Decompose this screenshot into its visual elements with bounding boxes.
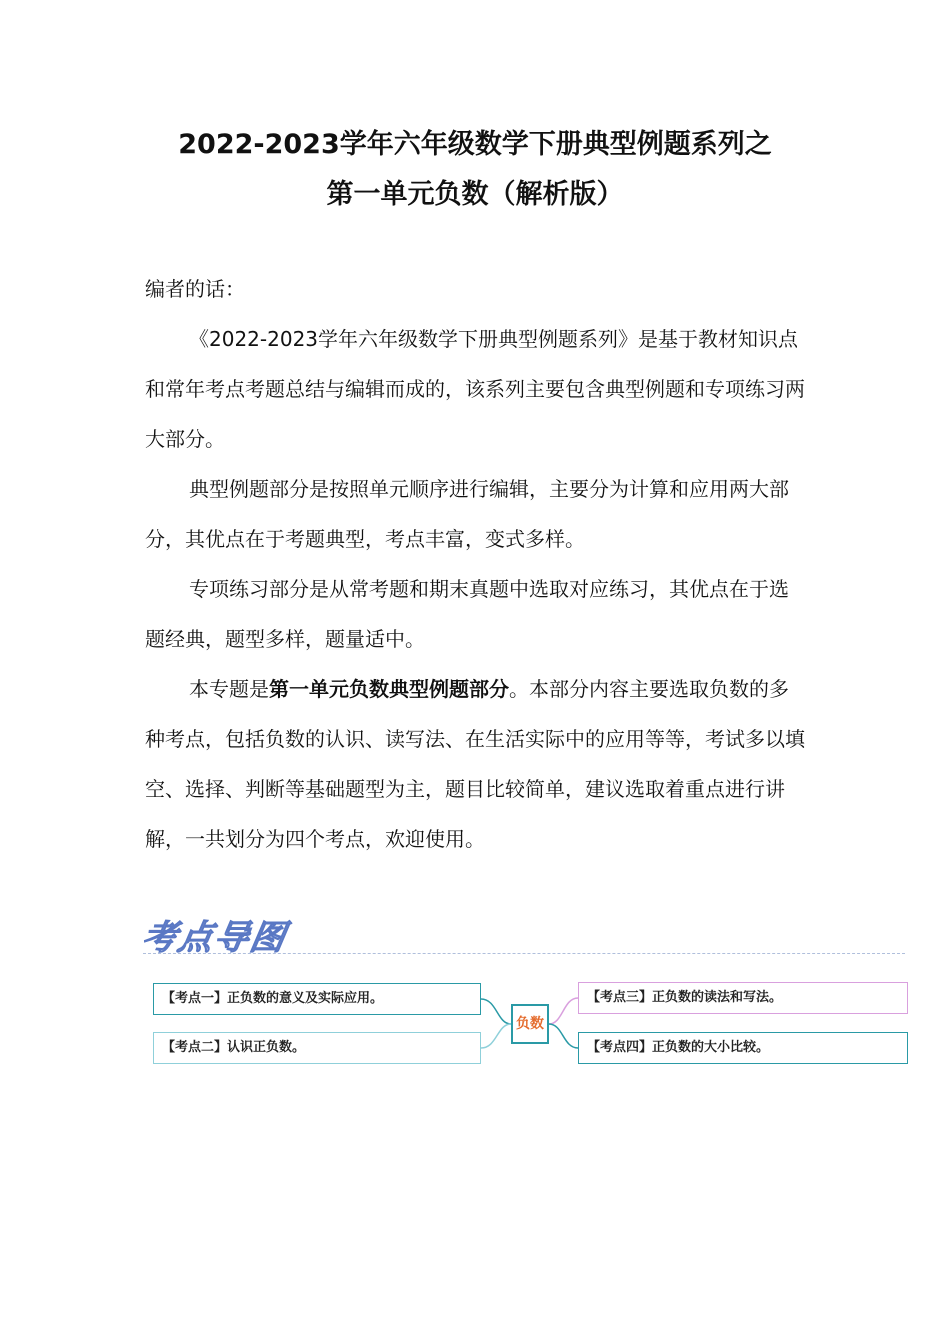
connector-node-1 bbox=[481, 999, 511, 1024]
editor-heading: 编者的话： bbox=[145, 277, 245, 301]
connector-node-4 bbox=[549, 1024, 578, 1048]
mindmap-node-point-2: 【考点二】认识正负数。 bbox=[153, 1032, 481, 1064]
mindmap-center-node: 负数 bbox=[511, 1004, 549, 1044]
mindmap-heading: 考点导图 bbox=[138, 918, 290, 958]
paragraph-4-bold-topic: 第一单元负数典型例题部分 bbox=[269, 677, 509, 701]
mindmap-node-point-1: 【考点一】正负数的意义及实际应用。 bbox=[153, 983, 481, 1015]
paragraph-4-suffix: 。本部分内容主要选取负数的多种考点，包括负数的认识、读写法、在生活实际中的应用等等，考试多以填空、选择、判断等基础题型为主，题目比较简单，建议选取着重点进行讲解，一共划分为四个考点，欢迎使用。 bbox=[145, 677, 805, 851]
intro-paragraph-1: 《2022-2023学年六年级数学下册典型例题系列》是基于教材知识点和常年考点考题总结与编辑而成的，该系列主要包含典型例题和专项练习两大部分。 bbox=[145, 327, 805, 451]
mindmap-node-point-4: 【考点四】正负数的大小比较。 bbox=[578, 1032, 908, 1064]
intro-paragraph-3: 专项练习部分是从常考题和期末真题中选取对应练习，其优点在于选题经典，题型多样，题量适中。 bbox=[145, 577, 789, 651]
connector-node-2 bbox=[481, 1024, 511, 1048]
intro-paragraph-2: 典型例题部分是按照单元顺序进行编辑，主要分为计算和应用两大部分，其优点在于考题典型，考点丰富，变式多样。 bbox=[145, 477, 789, 551]
document-title-line-2: 第一单元负数（解析版） bbox=[326, 179, 624, 210]
document-title-line-1: 2022-2023学年六年级数学下册典型例题系列之 bbox=[178, 129, 772, 160]
connector-node-3 bbox=[549, 998, 578, 1024]
mindmap-node-point-3: 【考点三】正负数的读法和写法。 bbox=[578, 982, 908, 1014]
paragraph-4-prefix: 本专题是 bbox=[189, 677, 269, 701]
